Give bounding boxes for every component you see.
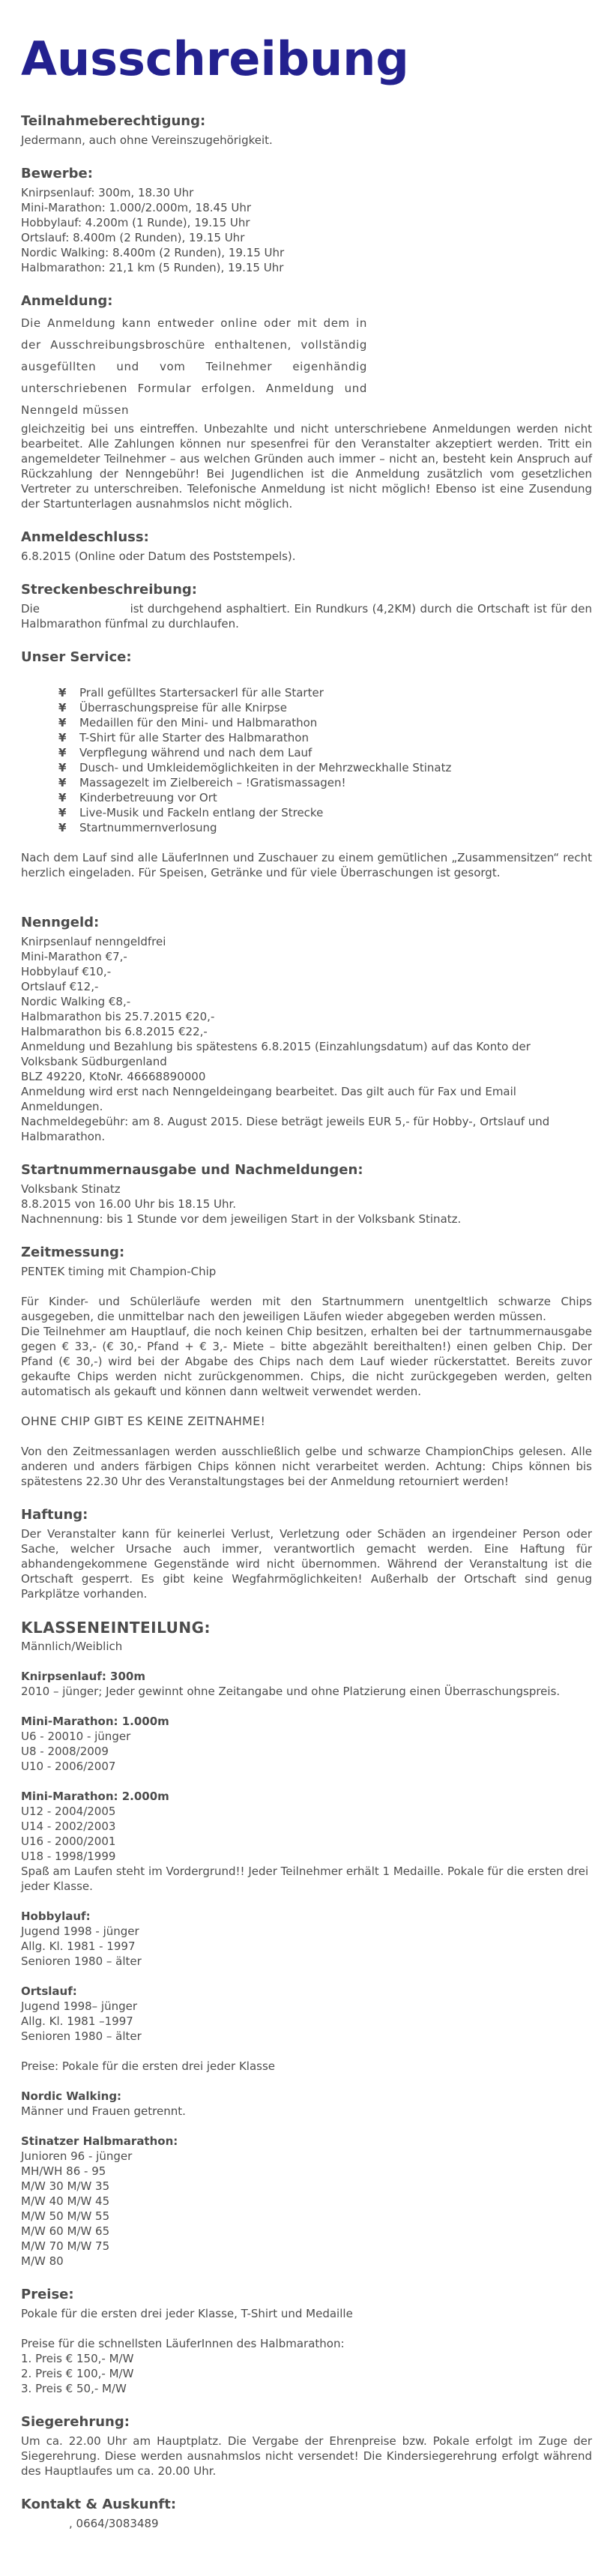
text-line: PENTEK timing mit Champion-Chip xyxy=(21,1265,217,1279)
service-item-label: Verpflegung während und nach dem Lauf xyxy=(79,746,312,760)
strecke-heading: Streckenbeschreibung: xyxy=(21,582,197,598)
section-klasseneinteilung xyxy=(21,1619,592,2269)
zeitmessung-lines xyxy=(21,1264,592,1279)
group-title: Mini-Marathon: 1.000m xyxy=(21,1715,169,1729)
note-line: Volksbank Südburgenland xyxy=(21,1055,167,1069)
zeitmessung-paragraph-1: Für Kinder- und Schülerläufe werden mit den Startnummern unentgeltlich schwarze Chips ausgegeben, die unmittelbar nach den jeweiligen Läufen wieder abgegeben werden müssen. xyxy=(21,1295,596,1324)
startnummern-lines xyxy=(21,1182,592,1227)
event-line: Knirpsenlauf: 300m, 18.30 Uhr xyxy=(21,186,194,200)
yen-bullet-icon: ¥ xyxy=(58,821,67,835)
service-item-label: Überraschungspreise für alle Knirpse xyxy=(79,701,287,715)
service-item xyxy=(21,820,592,835)
group-title: Mini-Marathon: 2.000m xyxy=(21,1790,169,1804)
class-line: Preise: Pokale für die ersten drei jeder Klasse xyxy=(21,2059,276,2074)
nenngeld-heading: Nenngeld: xyxy=(21,915,100,931)
section-zeitmessung xyxy=(21,1245,596,1489)
fee-line: Halbmarathon bis 6.8.2015 €22,- xyxy=(21,1025,208,1039)
text-line: Jedermann, auch ohne Vereinszugehörigkeit. xyxy=(21,133,273,148)
haftung-heading: Haftung: xyxy=(21,1507,88,1523)
preise-heading: Preise: xyxy=(21,2287,74,2303)
event-line: Ortslauf: 8.400m (2 Runden), 19.15 Uhr xyxy=(21,231,245,245)
service-item-label: Live-Musik und Fackeln entlang der Strecke xyxy=(79,806,324,820)
class-line: Jugend 1998 - jünger xyxy=(21,1925,139,1939)
service-item-label: Kinderbetreuung vor Ort xyxy=(79,791,217,805)
yen-bullet-icon: ¥ xyxy=(58,731,67,745)
class-line: M/W 40 M/W 45 xyxy=(21,2194,110,2209)
service-item xyxy=(21,745,592,760)
class-line: M/W 30 M/W 35 xyxy=(21,2179,110,2194)
startnummern-heading: Startnummernausgabe und Nachmeldungen: xyxy=(21,1162,363,1179)
teilnahme-heading: Teilnahmeberechtigung: xyxy=(21,113,206,130)
zeitmessung-paragraph-3: Von den Zeitmessanlagen werden ausschließlich gelbe und schwarze ChampionChips gelesen. Alle anderen und anders färbigen Chips können nicht verarbeitet werden. Achtung: Chips können bis spätestens 22.30 Uhr des Veranstaltungstages bei der Anmeldung retourniert werden! xyxy=(21,1445,596,1489)
class-line: M/W 70 M/W 75 xyxy=(21,2239,110,2254)
group-lines xyxy=(21,1684,592,1699)
klassen-heading: KLASSENEINTEILUNG: xyxy=(21,1619,211,1637)
service-item xyxy=(21,790,592,805)
section-anmeldeschluss xyxy=(21,529,592,564)
class-line: M/W 60 M/W 65 xyxy=(21,2224,110,2239)
nenngeld-fees xyxy=(21,934,592,1039)
class-line: Männer und Frauen getrennt. xyxy=(21,2104,186,2119)
zeitmessung-paragraph-2: Die Teilnehmer am Hauptlauf, die noch keinen Chip besitzen, erhalten bei der tartnummernausgabe gegen € 33,- (€ 30,- Pfand + € 3,- Miete – bitte abgezählt bereithalten!) einen gelben Chip. Der Pfand (€ 30,-) wird bei der Abgabe des Chips nach dem Lauf wieder rückerstattet. Bereits zuvor gekaufte Chips werden nicht zurückgenommen. Chips, die nicht zurückgegeben werden, gelten automatisch als gekauft und können dann weltweit verwendet werden. xyxy=(21,1325,596,1399)
class-line: M/W 50 M/W 55 xyxy=(21,2209,110,2224)
bewerbe-lines xyxy=(21,185,592,275)
text-line: Pokale für die ersten drei jeder Klasse, T-Shirt und Medaille xyxy=(21,2307,353,2321)
section-siegerehrung xyxy=(21,2414,596,2479)
section-service xyxy=(21,649,592,835)
service-item xyxy=(21,730,592,745)
service-item xyxy=(21,760,592,775)
event-line: Nordic Walking: 8.400m (2 Runden), 19.15 Uhr xyxy=(21,246,285,260)
yen-bullet-icon: ¥ xyxy=(58,776,67,790)
text-line: Volksbank Stinatz xyxy=(21,1182,121,1197)
anmeldung-paragraph-wide: gleichzeitig bei uns eintreffen. Unbezahlte und nicht unterschriebene Anmeldungen werden nicht bearbeitet. Alle Zahlungen können nur spesenfrei für den Veranstalter akzeptiert werden. Tritt ein angemeldeter Teilnehmer – aus welchen Gründen auch immer – nicht an, besteht kein Anspruch auf Rückzahlung der Nenngebühr! Bei Jugendlichen ist die Anmeldung zusätzlich vom gesetzlichen Vertreter zu unterschreiben. Telefonische Anmeldung ist nicht möglich! Ebenso ist eine Zusendung der Startunterlagen ausnahmslos nicht möglich. xyxy=(21,422,596,511)
yen-bullet-icon: ¥ xyxy=(58,791,67,805)
note-line: Anmeldung wird erst nach Nenngeldeingang bearbeitet. Das gilt auch für Fax und Email Anmeldungen. xyxy=(21,1085,516,1114)
section-haftung xyxy=(21,1507,596,1601)
section-kontakt xyxy=(21,2497,592,2531)
zeitmessung-heading: Zeitmessung: xyxy=(21,1245,125,1261)
event-line: Hobbylauf: 4.200m (1 Runde), 19.15 Uhr xyxy=(21,216,250,230)
prize-line: 3. Preis € 50,- M/W xyxy=(21,2382,127,2396)
siegerehrung-heading: Siegerehrung: xyxy=(21,2414,130,2431)
yen-bullet-icon: ¥ xyxy=(58,686,67,700)
class-line: U18 - 1998/1999 xyxy=(21,1850,116,1864)
class-line: MH/WH 86 - 95 xyxy=(21,2164,106,2179)
class-line: U16 - 2000/2001 xyxy=(21,1835,116,1849)
section-nenngeld xyxy=(21,915,592,1144)
note-line: Anmeldung und Bezahlung bis spätestens 6.8.2015 (Einzahlungsdatum) auf das Konto der xyxy=(21,1040,531,1054)
class-line: 2010 – jünger; Jeder gewinnt ohne Zeitangabe und ohne Platzierung einen Überraschungspreis. xyxy=(21,1685,561,1699)
service-item-label: Medaillen für den Mini- und Halbmarathon xyxy=(79,716,318,730)
group-lines xyxy=(21,1804,592,1894)
group-title: Ortslauf: xyxy=(21,1984,77,1999)
group-lines xyxy=(21,1999,592,2044)
service-item-label: Startnummernverlosung xyxy=(79,821,217,835)
yen-bullet-icon: ¥ xyxy=(58,806,67,820)
group-title: Stinatzer Halbmarathon: xyxy=(21,2134,178,2149)
service-item xyxy=(21,805,592,820)
text-line: 8.8.2015 von 16.00 Uhr bis 18.15 Uhr. xyxy=(21,1197,237,1212)
fee-line: Nordic Walking €8,- xyxy=(21,995,131,1009)
service-item-label: Dusch- und Umkleidemöglichkeiten in der Mehrzweckhalle Stinatz xyxy=(79,761,452,775)
strecke-paragraph: Die ist durchgehend asphaltiert. Ein Rundkurs (4,2KM) durch die Ortschaft ist für den Halbmarathon fünfmal zu durchlaufen. xyxy=(21,602,596,631)
kontakt-lines xyxy=(21,2516,592,2531)
service-item xyxy=(21,775,592,790)
preise-lines xyxy=(21,2306,592,2321)
text-line: Nachnennung: bis 1 Stunde vor dem jeweiligen Start in der Volksbank Stinatz. xyxy=(21,1212,462,1227)
preise-prize-lines xyxy=(21,2351,592,2396)
yen-bullet-icon: ¥ xyxy=(58,716,67,730)
teilnahme-lines xyxy=(21,133,592,148)
service-list xyxy=(21,685,592,835)
after-run-paragraph: Nach dem Lauf sind alle LäuferInnen und Zuschauer zu einem gemütlichen „Zusammensitzen“ recht herzlich eingeladen. Für Speisen, Getränke und für viele Überraschungen ist gesorgt. xyxy=(21,851,596,880)
contact-line: , 0664/3083489 xyxy=(69,2517,159,2531)
class-line: Junioren 96 - jünger xyxy=(21,2149,133,2164)
klassen-group-mini-1000 xyxy=(21,1714,592,1774)
section-startnummernausgabe xyxy=(21,1162,592,1227)
class-line: Allg. Kl. 1981 - 1997 xyxy=(21,1939,136,1954)
anmeldung-paragraph-narrow: Die Anmeldung kann entweder online oder mit dem in der Ausschreibungsbroschüre enthaltenen, vollständig ausgefüllten und vom Teilnehmer eigenhändig unterschriebenen Formular erfolgen. Anmeldung und Nenngeld müssen xyxy=(21,316,367,418)
klassen-group-hobbylauf xyxy=(21,1909,592,1969)
yen-bullet-icon: ¥ xyxy=(58,761,67,775)
haftung-paragraph: Der Veranstalter kann für keinerlei Verlust, Verletzung oder Schäden an irgendeiner Person oder Sache, welcher Ursache auch immer, verantwortlich gemacht werden. Eine Haftung für abhandengekommene Gegenstände wird nicht übernommen. Während der Veranstaltung ist die Ortschaft gesperrt. Es gibt keine Wegfahrmöglichkeiten! Außerhalb der Ortschaft sind genug Parkplätze vorhanden. xyxy=(21,1527,596,1601)
prize-line: 2. Preis € 100,- M/W xyxy=(21,2367,134,2381)
group-lines xyxy=(21,1729,592,1774)
class-line: U8 - 2008/2009 xyxy=(21,1745,109,1759)
klassen-group-knirpsenlauf xyxy=(21,1669,592,1699)
group-lines xyxy=(21,2149,592,2269)
service-item xyxy=(21,700,592,715)
klassen-group-ortslauf xyxy=(21,1984,592,2044)
group-lines xyxy=(21,2059,592,2074)
klassen-group-mini-2000 xyxy=(21,1789,592,1894)
anmeldeschluss-lines xyxy=(21,549,592,564)
klassen-group-preise-note xyxy=(21,2059,592,2074)
yen-bullet-icon: ¥ xyxy=(58,746,67,760)
section-teilnahmeberechtigung xyxy=(21,113,592,148)
service-item-label: Prall gefülltes Startersackerl für alle Starter xyxy=(79,686,324,700)
event-line: Mini-Marathon: 1.000/2.000m, 18.45 Uhr xyxy=(21,201,252,215)
prize-line: 1. Preis € 150,- M/W xyxy=(21,2352,134,2366)
preise-subheading: Preise für die schnellsten LäuferInnen des Halbmarathon: xyxy=(21,2337,345,2351)
fee-line: Ortslauf €12,- xyxy=(21,980,99,994)
kontakt-heading: Kontakt & Auskunft: xyxy=(21,2497,177,2513)
anmeldeschluss-heading: Anmeldeschluss: xyxy=(21,529,149,546)
class-line: U12 - 2004/2005 xyxy=(21,1805,116,1819)
class-line: M/W 80 xyxy=(21,2254,64,2269)
service-item-label: Massagezelt im Zielbereich – !Gratismassagen! xyxy=(79,776,346,790)
siegerehrung-paragraph: Um ca. 22.00 Uhr am Hauptplatz. Die Vergabe der Ehrenpreise bzw. Pokale erfolgt im Zuge der Siegerehrung. Diese werden ausnahmslos nicht versendet! Die Kindersiegerehrung erfolgt während des Hauptlaufes um ca. 20.00 Uhr. xyxy=(21,2434,596,2479)
group-title: Knirpsenlauf: 300m xyxy=(21,1670,145,1684)
event-line: Halbmarathon: 21,1 km (5 Runden), 19.15 Uhr xyxy=(21,261,284,275)
class-line: Senioren 1980 – älter xyxy=(21,2029,142,2044)
group-lines xyxy=(21,1924,592,1969)
group-lines xyxy=(21,2104,592,2119)
class-line: Allg. Kl. 1981 –1997 xyxy=(21,2014,133,2029)
klassen-group-halbmarathon xyxy=(21,2134,592,2269)
bewerbe-heading: Bewerbe: xyxy=(21,166,93,182)
class-line: U6 - 20010 - jünger xyxy=(21,1730,131,1744)
text-line: 6.8.2015 (Online oder Datum des Poststempels). xyxy=(21,550,296,564)
class-line: U14 - 2002/2003 xyxy=(21,1820,116,1834)
no-chip-warning: OHNE CHIP GIBT ES KEINE ZEITNAHME! xyxy=(21,1414,266,1429)
yen-bullet-icon: ¥ xyxy=(58,701,67,715)
group-title: Nordic Walking: xyxy=(21,2089,122,2104)
klassen-intro: Männlich/Weiblich xyxy=(21,1640,123,1654)
service-heading: Unser Service: xyxy=(21,649,132,666)
service-item xyxy=(21,715,592,730)
section-preise xyxy=(21,2287,592,2396)
section-bewerbe xyxy=(21,166,592,275)
class-line: Jugend 1998– jünger xyxy=(21,1999,138,2014)
klassen-group-nordic-walking xyxy=(21,2089,592,2119)
anmeldung-heading: Anmeldung: xyxy=(21,293,113,310)
nenngeld-notes xyxy=(21,1039,592,1144)
service-item xyxy=(21,685,592,700)
note-line: BLZ 49220, KtoNr. 46668890000 xyxy=(21,1070,206,1084)
fee-line: Halbmarathon bis 25.7.2015 €20,- xyxy=(21,1010,215,1024)
class-line: Spaß am Laufen steht im Vordergrund!! Jeder Teilnehmer erhält 1 Medaille. Pokale für die ersten drei jeder Klasse. xyxy=(21,1865,589,1894)
class-line: Senioren 1980 – älter xyxy=(21,1954,142,1969)
fee-line: Mini-Marathon €7,- xyxy=(21,950,127,964)
service-item-label: T-Shirt für alle Starter des Halbmarathon xyxy=(79,731,309,745)
section-streckenbeschreibung xyxy=(21,582,596,631)
section-anmeldung xyxy=(21,293,596,511)
fee-line: Hobbylauf €10,- xyxy=(21,965,112,979)
note-line: Nachmeldegebühr: am 8. August 2015. Diese beträgt jeweils EUR 5,- für Hobby-, Ortslauf und Halbmarathon. xyxy=(21,1115,550,1144)
class-line: U10 - 2006/2007 xyxy=(21,1760,116,1774)
group-title: Hobbylauf: xyxy=(21,1910,91,1924)
fee-line: Knirpsenlauf nenngeldfrei xyxy=(21,935,166,949)
page-title: Ausschreibung xyxy=(21,31,409,86)
